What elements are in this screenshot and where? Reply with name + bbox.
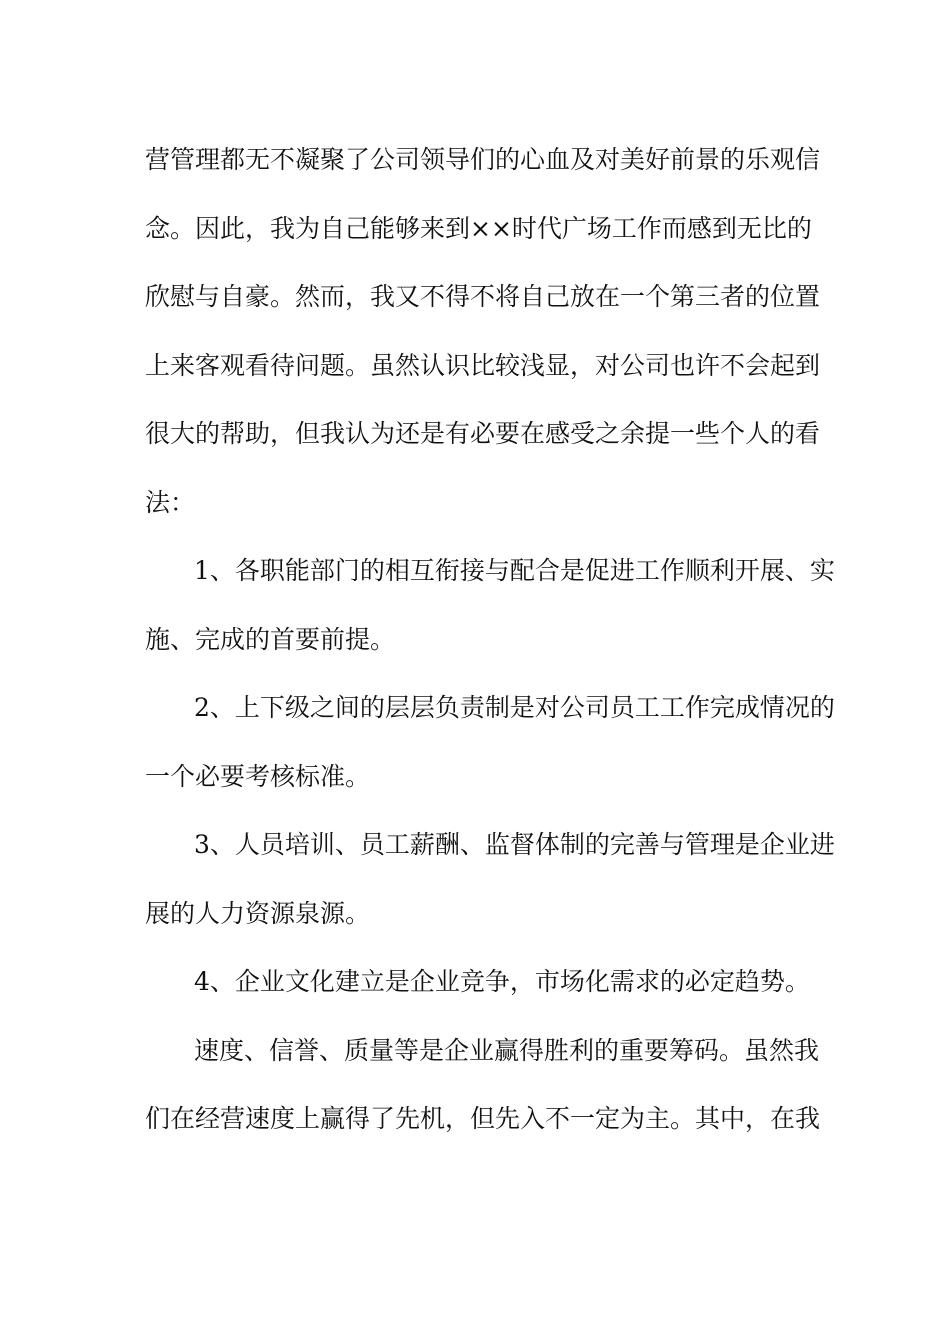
text-line: 欣慰与自豪。然而，我又不得不将自己放在一个第三者的位置: [145, 282, 821, 311]
text-line: 营管理都无不凝聚了公司领导们的心血及对美好前景的乐观信: [145, 145, 821, 174]
text-line: 施、完成的首要前提。: [145, 624, 396, 654]
list-item-3: 3、人员培训、员工薪酬、监督体制的完善与管理是企业进: [194, 830, 835, 859]
text-line: 上来客观看待问题。虽然认识比较浅显，对公司也许不会起到: [145, 350, 821, 380]
paragraph-start: 速度、信誉、质量等是企业赢得胜利的重要筹码。虽然我: [194, 1035, 820, 1065]
list-item-2: 2、上下级之间的层层负责制是对公司员工工作完成情况的: [194, 693, 835, 722]
list-item-1: 1、各职能部门的相互衔接与配合是促进工作顺利开展、实: [194, 556, 835, 585]
text-line: 很大的帮助，但我认为还是有必要在感受之余提一些个人的看: [145, 419, 821, 448]
document-body: [145, 126, 835, 1154]
text-line: 展的人力资源泉源。: [145, 898, 371, 928]
text-line: 一个必要考核标准。: [145, 761, 371, 791]
list-item-4: 4、企业文化建立是企业竞争，市场化需求的必定趋势。: [194, 967, 810, 996]
text-line: 们在经营速度上赢得了先机，但先入不一定为主。其中，在我: [145, 1104, 821, 1133]
text-line: 念。因此，我为自己能够来到××时代广场工作而感到无比的: [145, 213, 812, 243]
text-line: 法：: [145, 487, 196, 517]
